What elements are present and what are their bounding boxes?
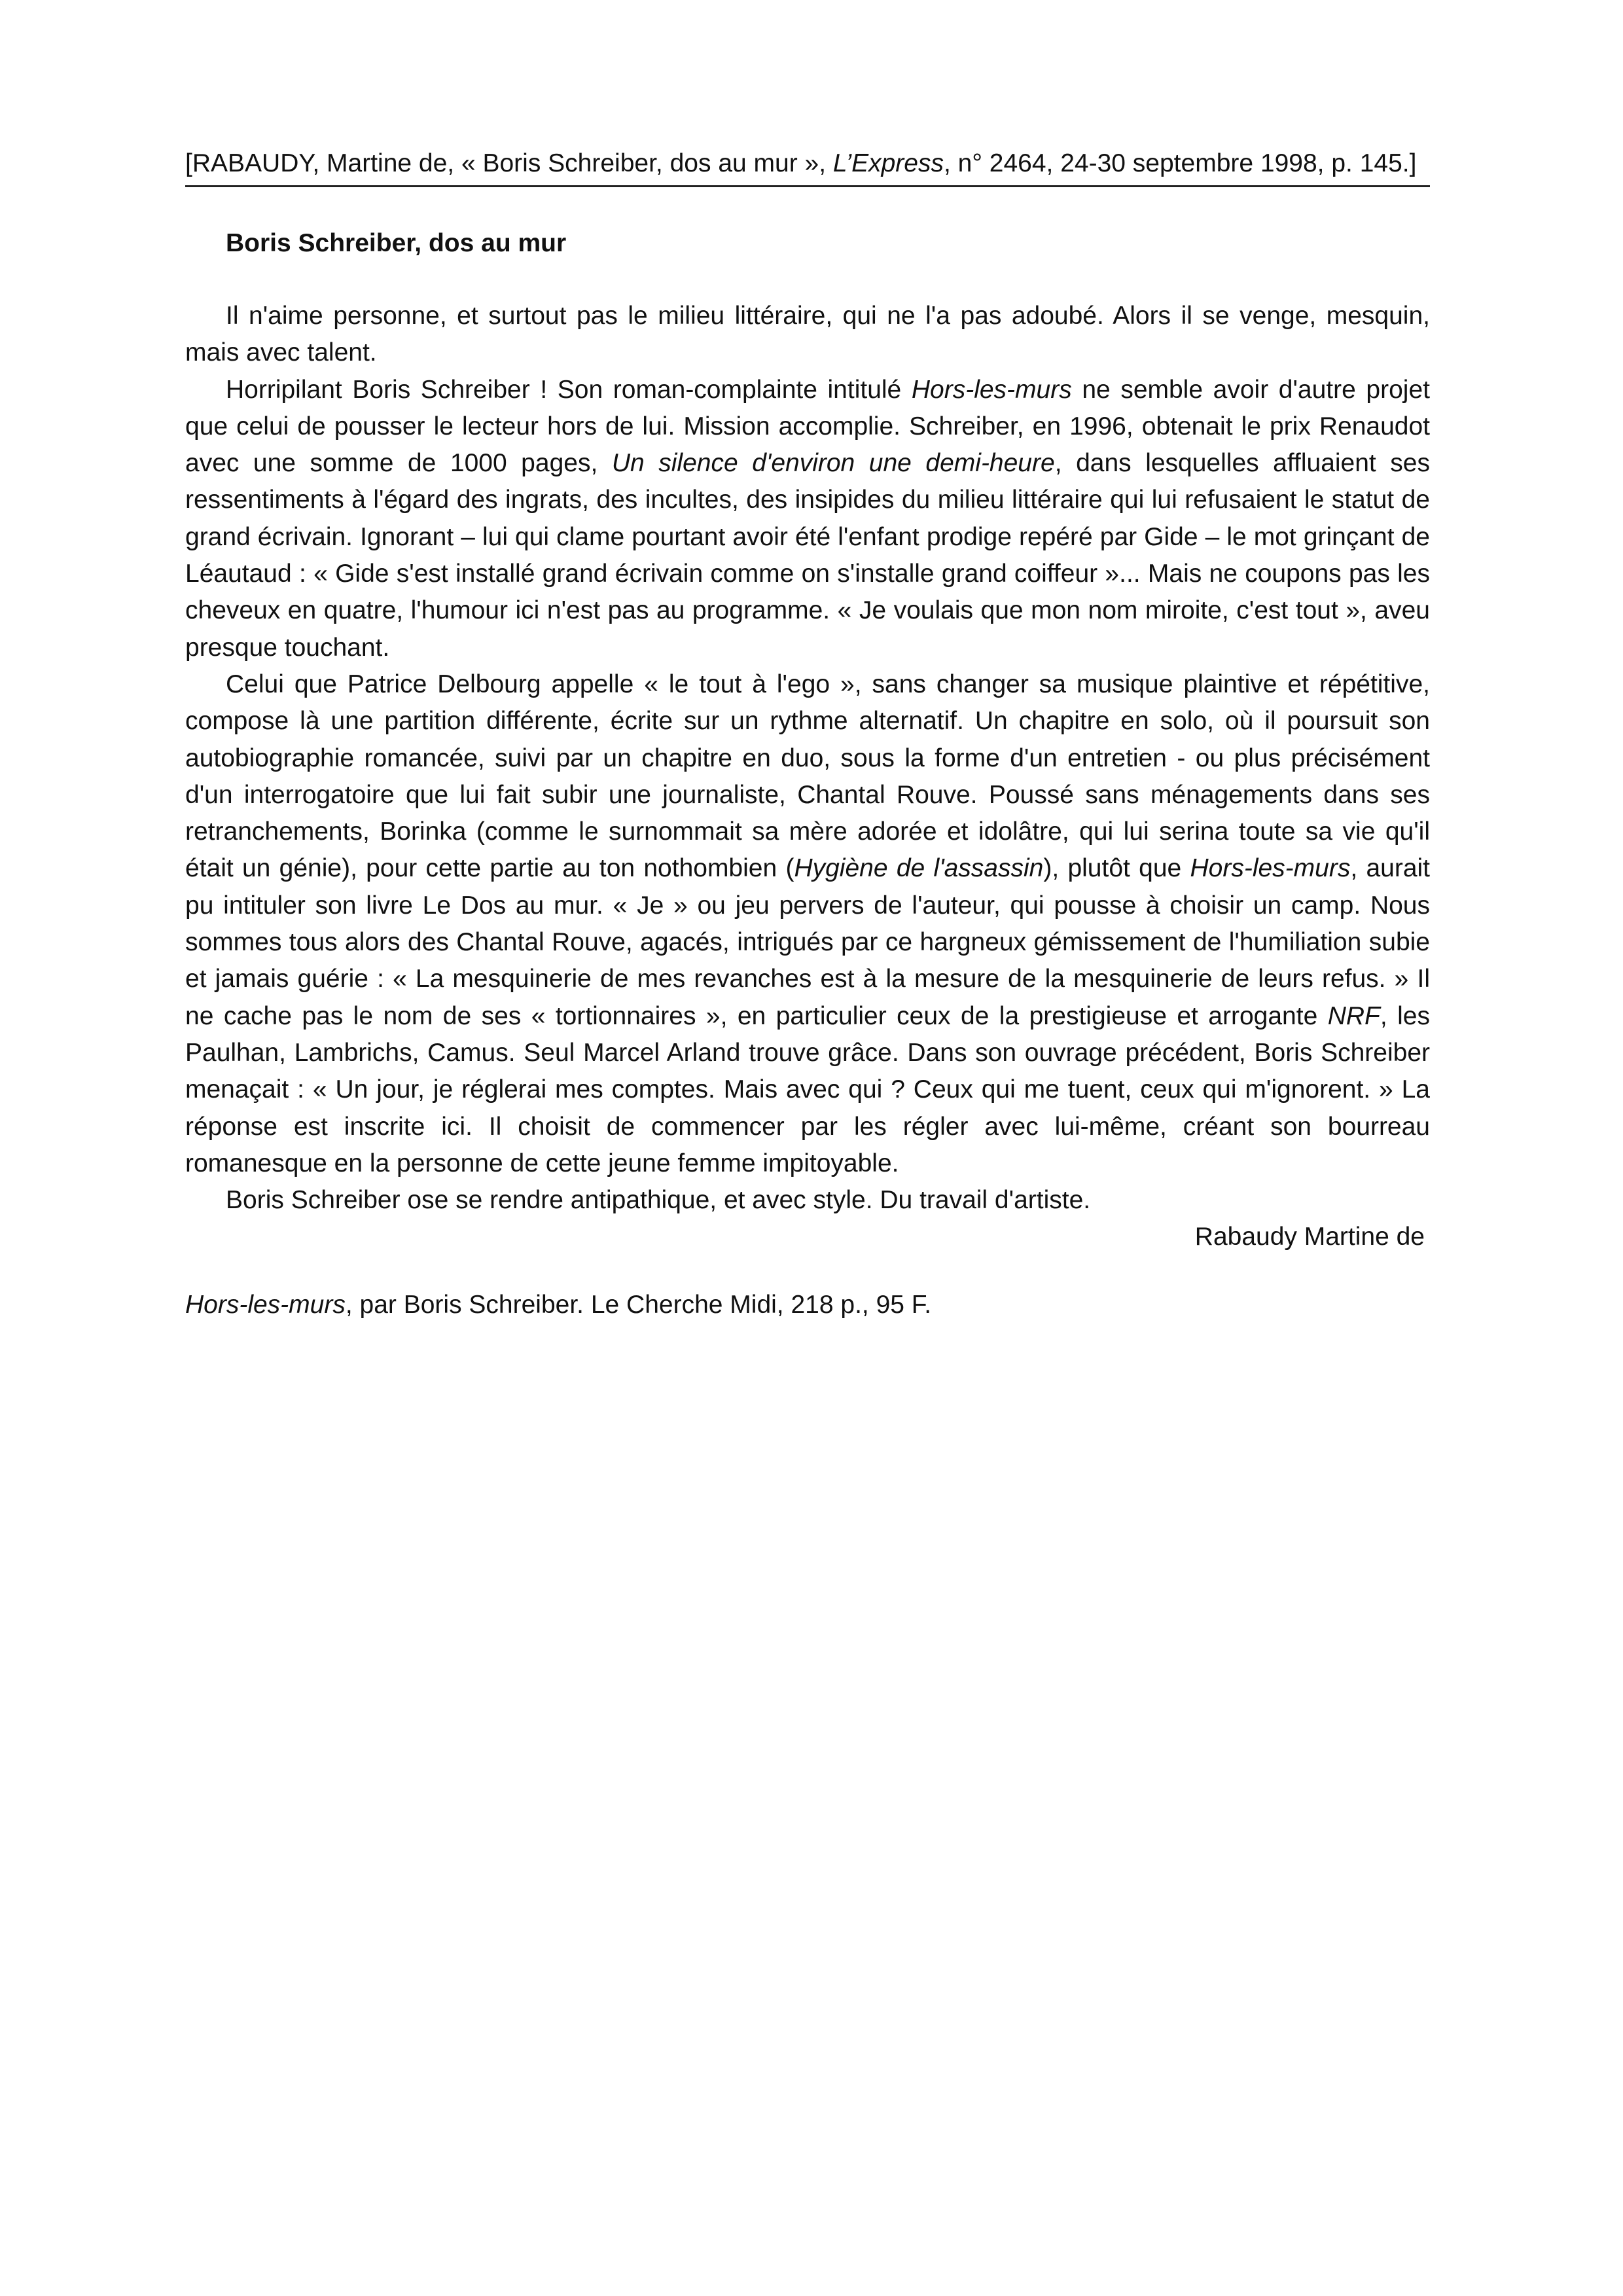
paragraph-text: Horripilant Boris Schreiber ! Son roman-complainte intitulé [226, 375, 912, 404]
citation-suffix: , n° 2464, 24-30 septembre 1998, p. 145.] [944, 149, 1417, 177]
author-signature: Rabaudy Martine de [1194, 1223, 1425, 1251]
source-citation [185, 145, 1430, 187]
article-paragraph [185, 666, 1430, 1182]
article-body [185, 298, 1430, 1219]
italic-title-text: Hygiène de l'assassin [794, 854, 1044, 883]
italic-title-text: NRF [1327, 1001, 1380, 1030]
paragraph-text: , les Paulhan, Lambrichs, Camus. Seul Marcel Arland trouve grâce. Dans son ouvrage précédent, Boris Schreiber menaçait : « Un jour, je réglerai mes comptes. Mais avec qui ? Ceux qui me tuent, ceux qui m'ignorent. » La réponse est inscrite ici. Il choisit de commencer par les régler avec lui-même, créant son bourreau romanesque en la personne de cette jeune femme impitoyable. [185, 1001, 1430, 1177]
book-reference [185, 1287, 1430, 1323]
paragraph-text: Boris Schreiber ose se rendre antipathique, et avec style. Du travail d'artiste. [226, 1186, 1091, 1215]
paragraph-text: ne semble avoir d'autre projet que celui de pousser le lecteur hors de lui. Mission accomplie. Schreiber, en 1996, obtenait le prix Renaudot avec une somme de 1000 pages, [185, 375, 1430, 478]
paragraph-text: ), plutôt que [1043, 854, 1190, 883]
paragraph-text: Celui que Patrice Delbourg appelle « le tout à l'ego », sans changer sa musique plaintive et répétitive, compose là une partition différente, écrite sur un rythme alternatif. Un chapitre en solo, où il poursuit son autobiographie romancée, suivi par un chapitre en duo, sous la forme d'un entretien - ou plus précisément d'un interrogatoire que lui fait subir une journaliste, Chantal Rouve. Poussé sans ménagements dans ses retranchements, Borinka (comme le surnommait sa mère adorée et idolâtre, qui lui serina toute sa vie qu'il était un génie), pour cette partie au ton nothombien ( [185, 670, 1430, 883]
document-page [185, 145, 1430, 1323]
book-details: , par Boris Schreiber. Le Cherche Midi, 218 p., 95 F. [345, 1291, 932, 1319]
article-paragraph [185, 1182, 1430, 1219]
italic-title-text: Un silence d'environ une demi-heure [611, 449, 1055, 478]
italic-title-text: Hors-les-murs [911, 375, 1072, 404]
paragraph-text: , aurait pu intituler son livre Le Dos au mur. « Je » ou jeu pervers de l'auteur, qui pousse à choisir un camp. Nous sommes tous alors des Chantal Rouve, agacés, intrigués par ce hargneux gémissement de l'humiliation subie et jamais guérie : « La mesquinerie de mes revanches est à la mesure de la mesquinerie de leurs refus. » Il ne cache pas le nom de ses « tortionnaires », en particulier ceux de la prestigieuse et arrogante [185, 854, 1431, 1030]
journal-name: L’Express [832, 149, 944, 177]
italic-title-text: Hors-les-murs [1190, 854, 1351, 883]
article-paragraph [185, 372, 1430, 666]
citation-prefix: [RABAUDY, Martine de, « Boris Schreiber, dos au mur », [185, 149, 833, 177]
paragraph-text: , dans lesquelles affluaient ses ressentiments à l'égard des ingrats, des incultes, des insipides du milieu littéraire qui lui refusaient le statut de grand écrivain. Ignorant – lui qui clame pourtant avoir été l'enfant prodige repéré par Gide – le mot grinçant de Léautaud : « Gide s'est installé grand écrivain comme on s'installe grand coiffeur »... Mais ne coupons pas les cheveux en quatre, l'humour ici n'est pas au programme. « Je voulais que mon nom miroite, c'est tout », aveu presque touchant. [185, 449, 1431, 662]
paragraph-text: Il n'aime personne, et surtout pas le milieu littéraire, qui ne l'a pas adoubé. Alors il se venge, mesquin, mais avec talent. [185, 302, 1430, 367]
article-paragraph [185, 298, 1430, 372]
book-title: Hors-les-murs [185, 1291, 346, 1319]
article-title: Boris Schreiber, dos au mur [226, 229, 567, 257]
